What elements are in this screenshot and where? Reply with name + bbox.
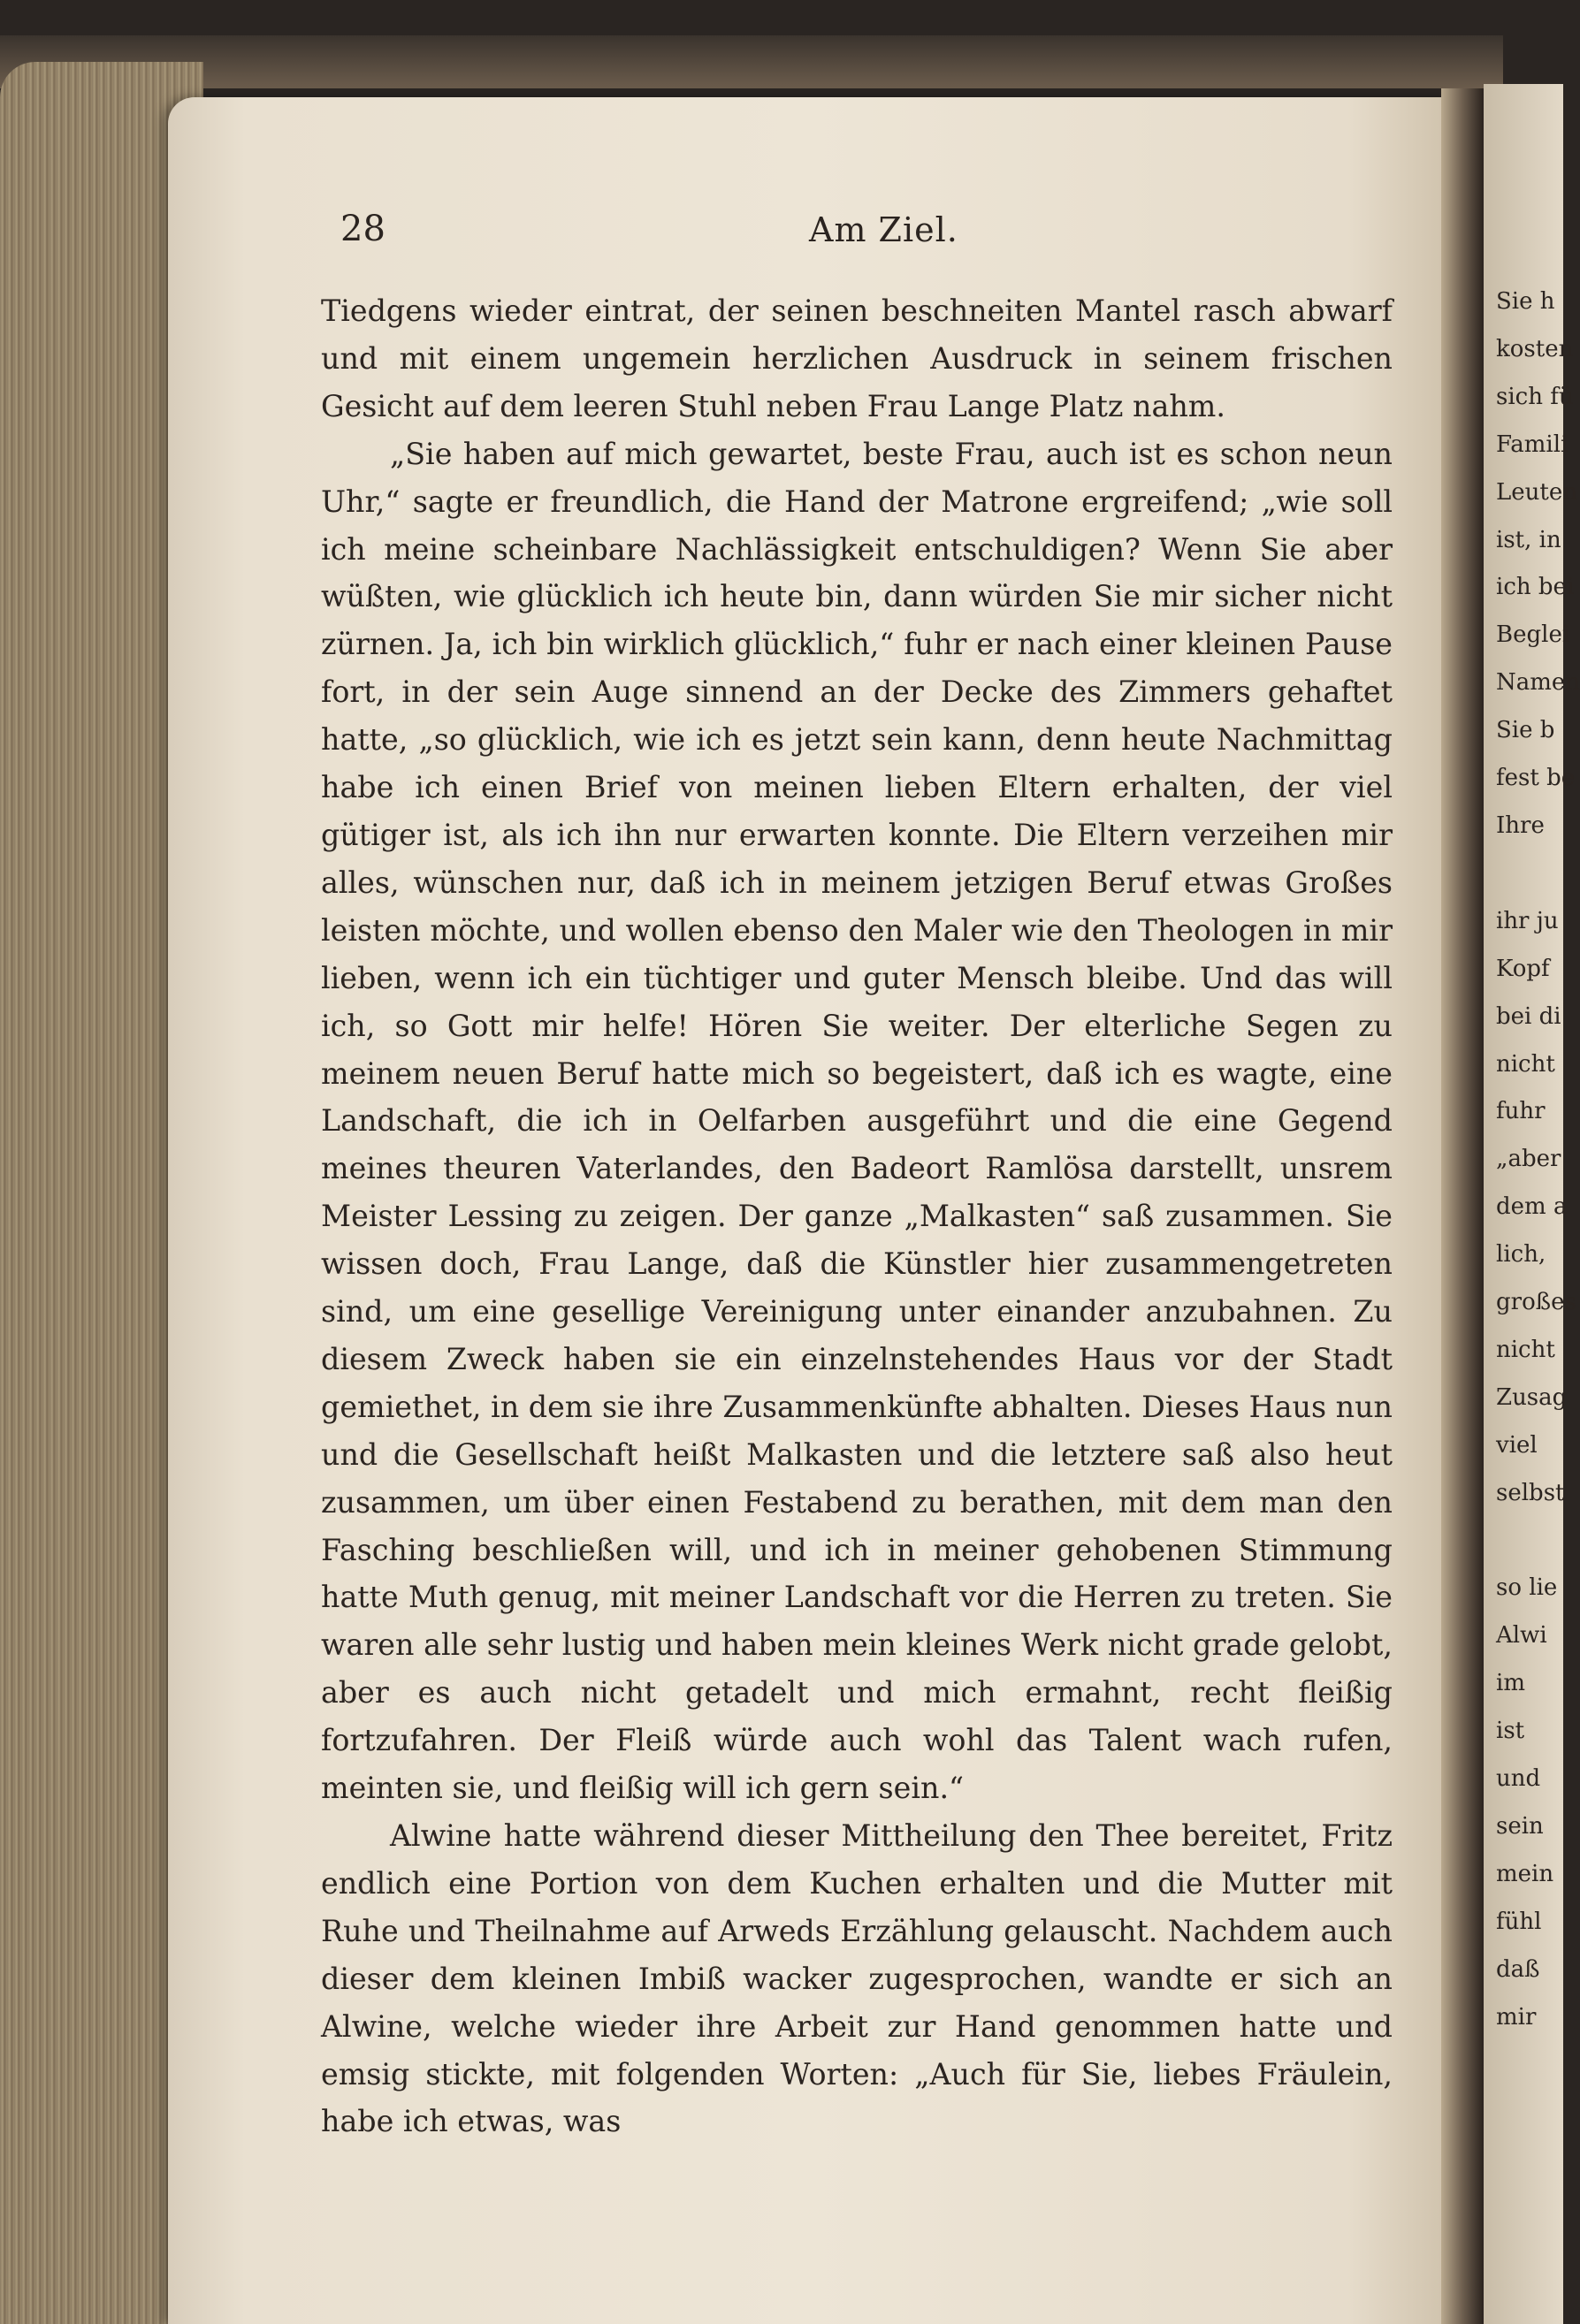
facing-page-fragment: viel: [1496, 1431, 1538, 1459]
facing-page-fragments: [1496, 278, 1580, 2042]
facing-page-fragment: ist, in: [1496, 526, 1561, 553]
paragraph-1: Tiedgens wieder eintrat, der seinen beschneiten Mantel rasch abwarf und mit einem ungemein herzlichen Ausdruck in seinem frischen Gesicht auf dem leeren Stuhl neben Frau Lange Platz nahm.: [321, 293, 1393, 423]
facing-page-fragment: nicht: [1496, 1050, 1555, 1078]
facing-page: [1484, 84, 1580, 2324]
facing-page-fragment: Ihre: [1496, 811, 1545, 839]
facing-page-fragment: Famili: [1496, 431, 1569, 458]
book-cover-edge: [0, 35, 1503, 88]
paragraph-2: „Sie haben auf mich gewartet, beste Frau, auch ist es schon neun Uhr,“ sagte er freundlich, die Hand der Matrone ergreifend; „wie soll ich meine scheinbare Nachlässigkeit entschuldigen? Wenn Sie aber wüßten, wie glücklich ich heute bin, dann würden Sie mir sicher nicht zürnen. Ja, ich bin wirklich glücklich,“ fuhr er nach einer kleinen Pause fort, in der sein Auge sinnend an der Decke des Zimmers gehaftet hatte, „so glücklich, wie ich es jetzt sein kann, denn heute Nachmittag habe ich einen Brief von meinen lieben Eltern erhalten, der viel gütiger ist, als ich ihn nur erwarten konnte. Die Eltern verzeihen mir alles, wünschen nur, daß ich in meinem jetzigen Beruf etwas Großes leisten möchte, und wollen ebenso den Maler wie den Theologen in mir lieben, wenn ich ein tüchtiger und guter Mensch bleibe. Und das will ich, so Gott mir helfe! Hören Sie weiter. Der elterliche Segen zu meinem neuen Beruf hatte mich so begeistert, daß ich es wagte, eine Landschaft, die ich in Oelfarben ausgeführt und die eine Gegend meines theuren Vaterlandes, den Badeort Ramlösa darstellt, unsrem Meister Lessing zu zeigen. Der ganze „Malkasten“ saß zusammen. Sie wissen doch, Frau Lange, daß die Künstler hier zusammengetreten sind, um eine gesellige Vereinigung unter einander anzubahnen. Zu diesem Zweck haben sie ein einzelnstehendes Haus vor der Stadt gemiethet, in dem sie ihre Zusammenkünfte abhalten. Dieses Haus nun und die Gesellschaft heißt Malkasten und die letztere saß also heut zusammen, um über einen Festabend zu berathen, mit dem man den Fasching beschließen will, und ich in meiner gehobenen Stimmung hatte Muth genug, mit meiner Landschaft vor die Herren zu treten. Sie waren alle sehr lustig und haben mein kleines Werk nicht grade gelobt, aber es auch nicht getadelt und mich ermahnt, recht fleißig fortzufahren. Der Fleiß würde auch wohl das Talent wach rufen, meinten sie, und fleißig will ich gern sein.“: [321, 436, 1393, 1806]
facing-page-fragment: Sie h: [1496, 288, 1555, 315]
facing-page-fragment: fühl: [1496, 1908, 1542, 1935]
facing-page-fragment: ist: [1496, 1718, 1525, 1745]
facing-page-fragment: Sie b: [1496, 717, 1555, 744]
facing-page-fragment: ihr ju: [1496, 907, 1559, 934]
facing-page-fragment: kosten: [1496, 335, 1574, 362]
facing-page-fragment: sich fü: [1496, 383, 1574, 410]
facing-page-fragment: und: [1496, 1765, 1541, 1793]
facing-page-fragment: [1496, 850, 1580, 898]
facing-page-fragment: mein: [1496, 1860, 1554, 1887]
facing-page-fragment: so lie: [1496, 1574, 1558, 1602]
facing-page-fragment: sein: [1496, 1813, 1544, 1840]
facing-page-fragment: ich bei: [1496, 574, 1575, 601]
body-text: [321, 287, 1393, 2145]
page-header: [340, 209, 1401, 262]
facing-page-fragment: fest be: [1496, 765, 1576, 792]
facing-page-fragment: Namen: [1496, 669, 1580, 697]
facing-page-fragment: lich,: [1496, 1241, 1546, 1269]
facing-page-fragment: Zusag: [1496, 1383, 1568, 1411]
facing-page-fragment: daß: [1496, 1955, 1540, 1983]
facing-page-fragment: nicht: [1496, 1336, 1555, 1363]
paragraph-3: Alwine hatte während dieser Mittheilung den Thee bereitet, Fritz endlich eine Portion von dem Kuchen erhalten und die Mutter mit Ruhe und Theilnahme auf Arweds Erzählung gelauscht. Nachdem auch dieser dem kleinen Imbiß wacker zugesprochen, wandte er sich an Alwine, welche wieder ihre Arbeit zur Hand genommen hatte und emsig stickte, mit folgenden Worten: „Auch für Sie, liebes Fräulein, habe ich etwas, was: [321, 1818, 1393, 2139]
facing-page-fragment: bei di: [1496, 1002, 1561, 1030]
book-gutter: [1441, 88, 1484, 2324]
running-head: Am Ziel.: [809, 210, 958, 249]
facing-page-fragment: fuhr: [1496, 1098, 1546, 1125]
facing-page-fragment: Alwi: [1496, 1622, 1547, 1650]
facing-page-fragment: [1496, 1518, 1580, 1566]
facing-page-fragment: im: [1496, 1670, 1525, 1697]
facing-page-fragment: „aber: [1496, 1146, 1561, 1173]
facing-page-fragment: Kopf: [1496, 955, 1550, 982]
facing-page-fragment: großes: [1496, 1289, 1576, 1316]
facing-page-fragment: Leuten: [1496, 478, 1577, 506]
facing-page-fragment: dem a: [1496, 1193, 1568, 1221]
facing-page-fragment: selbst: [1496, 1479, 1565, 1506]
page-number: 28: [340, 209, 385, 249]
facing-page-fragment: mir: [1496, 2003, 1537, 2031]
facing-page-fragment: Beglei: [1496, 621, 1570, 649]
